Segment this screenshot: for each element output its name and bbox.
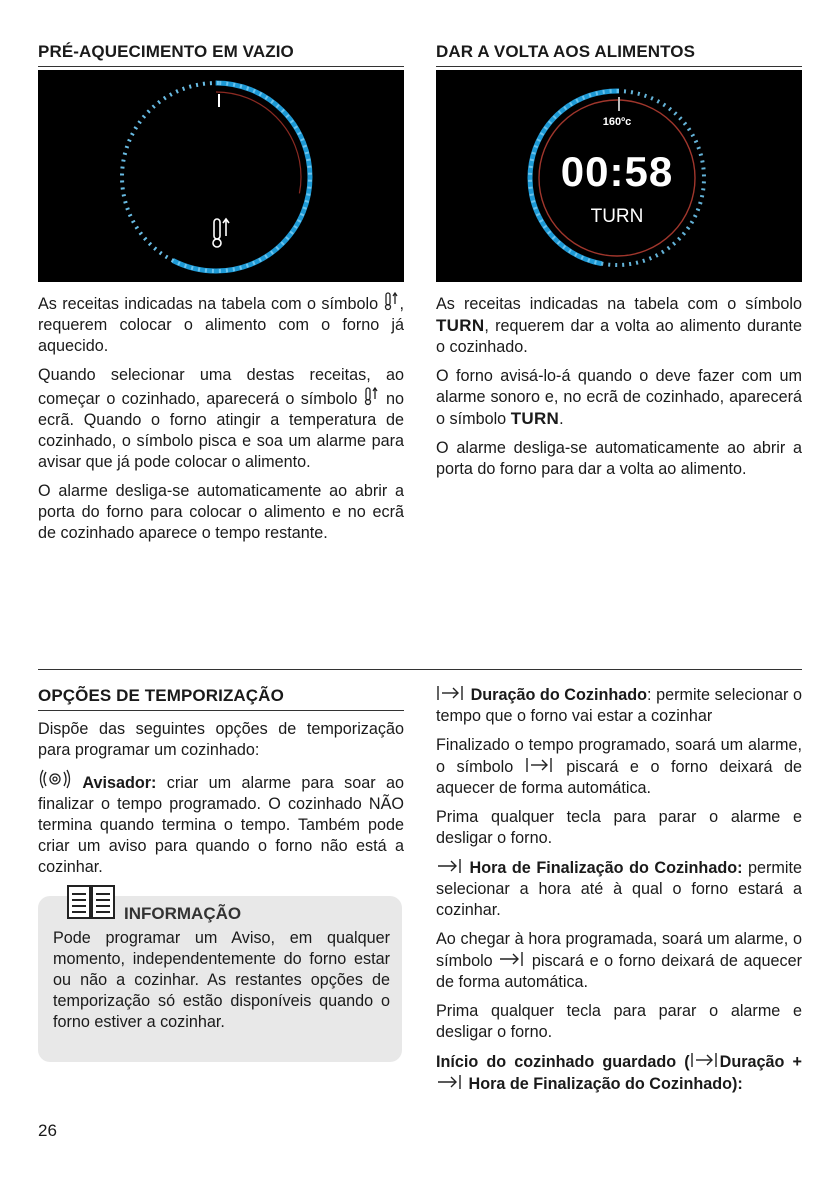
- text: .: [559, 410, 564, 428]
- paragraph: Prima qualquer tecla para parar o alarme e desligar o forno.: [436, 1002, 802, 1041]
- paragraph: Prima qualquer tecla para parar o alarme e desligar o forno.: [436, 808, 802, 847]
- text: Ao chegar à hora programada, soará um alarme, o símbolo: [436, 930, 802, 970]
- text: , requerem colocar o alimento com o forno já aquecido.: [38, 295, 405, 355]
- paragraph: O alarme desliga-se automaticamente ao abrir a porta do forno para dar a volta ao alimento.: [436, 439, 802, 478]
- text: piscará e o forno deixará de aquecer de forma automática.: [436, 758, 802, 797]
- text: criar um alarme para soar ao finalizar o tempo programado. O cozinhado NÃO termina quando termina o tempo. Também pode criar um aviso para quando o forno não está a cozinhar.: [38, 774, 404, 876]
- screen-temperature: 160ºc: [602, 116, 632, 128]
- paragraph: [436, 735, 802, 799]
- turn-symbol: TURN: [436, 316, 485, 335]
- paragraph: [436, 294, 802, 358]
- text: Início do cozinhado guardado (: [436, 1053, 690, 1071]
- text: O forno avisá-lo-á quando o deve fazer com um alarme sonoro e, no ecrã de cozinhado, aparecerá o símbolo: [436, 367, 802, 428]
- text: Hora de Finalização do Cozinhado):: [464, 1075, 743, 1093]
- turn-screen-image: [436, 70, 802, 282]
- preheat-screen-image: [38, 70, 404, 282]
- text: piscará e o forno deixará de aquecer de forma automática.: [436, 952, 802, 991]
- paragraph: [436, 857, 802, 921]
- paragraph: [38, 291, 404, 357]
- screen-time: 00:58: [560, 148, 674, 195]
- section-title: PRÉ-AQUECIMENTO EM VAZIO: [38, 42, 404, 67]
- section-title: DAR A VOLTA AOS ALIMENTOS: [436, 42, 802, 67]
- text: As receitas indicadas na tabela com o símbolo: [436, 295, 802, 313]
- text: Finalizado o tempo programado, soará um alarme, o símbolo: [436, 736, 802, 776]
- turn-section: [436, 42, 802, 67]
- paragraph: [436, 1051, 802, 1095]
- text: no ecrã. Quando o forno atingir a temperatura de cozinhado, o símbolo pisca e soa um alarme para avisar que já pode colocar o alimento.: [38, 390, 404, 471]
- duration-icon: [525, 756, 555, 774]
- text: Quando selecionar uma destas receitas, ao começar o cozinhado, aparecerá o símbolo: [38, 366, 404, 408]
- text: As receitas indicadas na tabela com o símbolo: [38, 295, 379, 313]
- paragraph: [38, 769, 404, 878]
- duration-icon: [690, 1051, 720, 1069]
- paragraph: Dispõe das seguintes opções de temporização para programar um cozinhado:: [38, 720, 404, 759]
- duration-icon: [436, 684, 466, 702]
- page-number: 26: [38, 1121, 57, 1140]
- info-book-icon: [66, 884, 118, 922]
- preheat-section: [38, 42, 404, 67]
- section-title: OPÇÕES DE TEMPORIZAÇÃO: [38, 686, 404, 711]
- paragraph: [436, 366, 802, 430]
- text: permite selecionar a hora até à qual o forno estará a cozinhar.: [436, 859, 802, 919]
- hora-label: Hora de Finalização do Cozinhado:: [469, 859, 743, 877]
- info-text: Pode programar um Aviso, em qualquer momento, independentemente do forno estar ou não a cozinhar. As restantes opções de temporização só estão disponíveis quando o forno estiver a cozinhar.: [53, 929, 390, 1031]
- screen-turn-label: TURN: [590, 206, 644, 227]
- preheat-text: [38, 291, 404, 552]
- paragraph: O alarme desliga-se automaticamente ao abrir a porta do forno para colocar o alimento e no ecrã de cozinhado aparece o tempo restante.: [38, 482, 404, 542]
- info-title: INFORMAÇÃO: [124, 904, 242, 923]
- section-divider: [38, 669, 802, 670]
- text: : permite selecionar o tempo que o forno vai estar a cozinhar: [436, 686, 802, 725]
- text: Duração +: [719, 1053, 802, 1071]
- duracao-label: Duração do Cozinhado: [470, 686, 647, 704]
- thermometer-preheat-icon: [384, 291, 400, 311]
- paragraph: [436, 684, 802, 727]
- timer-options-section: [38, 686, 404, 886]
- end-time-icon: [436, 857, 464, 875]
- alarm-icon: [38, 769, 72, 789]
- paragraph: [38, 365, 404, 473]
- turn-symbol: TURN: [510, 409, 560, 428]
- timer-options-continued: [436, 684, 802, 1103]
- turn-text: [436, 294, 802, 488]
- avisador-label: Avisador:: [82, 774, 157, 792]
- text: , requerem dar a volta ao alimento durante o cozinhado.: [436, 317, 802, 356]
- end-time-icon: [436, 1073, 464, 1091]
- thermometer-preheat-icon: [364, 386, 380, 406]
- paragraph: [436, 929, 802, 993]
- end-time-icon: [498, 950, 526, 968]
